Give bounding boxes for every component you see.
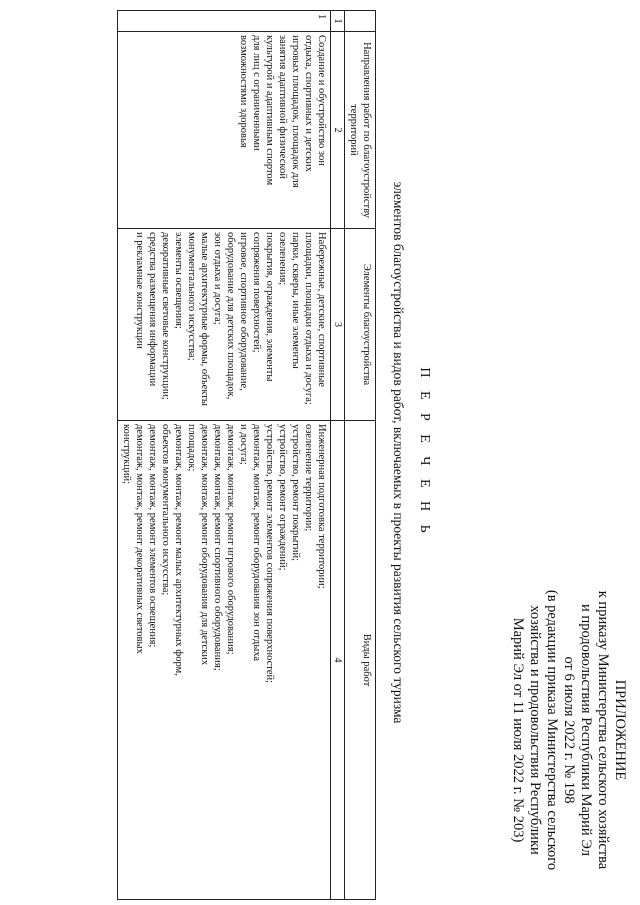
cell-line: демонтаж, монтаж, ремонт игрового оборудования; <box>225 424 236 655</box>
cell-line: устройство, ремонт покрытий; <box>290 424 301 562</box>
cell-line: демонтаж, монтаж, ремонт малых архитектурных форм, <box>173 424 184 676</box>
works-cell <box>118 421 331 900</box>
cell-line: и досуга; <box>238 424 249 465</box>
works-table <box>117 10 376 900</box>
cell-line: культурой и адаптивным спортом <box>264 35 275 186</box>
cell-line: отдыха, спортивных и детских <box>303 35 314 172</box>
cell-line: Инженерная подготовка территории; <box>316 424 327 589</box>
table-row <box>118 11 331 900</box>
cell-line: озеленения; <box>277 232 288 286</box>
appendix-line: хозяйства и продовольствия Республики <box>527 605 543 855</box>
cell-line: элементы освещения; <box>173 232 184 329</box>
column-number: 2 <box>331 32 345 229</box>
cell-line: парки, скверы, иные элементы <box>290 232 301 369</box>
cell-line: декоративные световые конструкции; <box>160 232 171 400</box>
cell-line: и рекламные конструкции <box>134 232 145 349</box>
appendix-line: и продовольствия Республики Марий Эл <box>578 604 594 856</box>
row-number: 1 <box>118 11 331 32</box>
header-cell-works: Виды работ <box>345 421 376 900</box>
list-title: П Е Р Е Ч Е Н Ь <box>417 367 432 538</box>
cell-line: игровое, спортивное оборудование, <box>238 232 249 391</box>
header-cell-num <box>345 11 376 32</box>
appendix-line: от 6 июля 2022 г. № 198 <box>561 656 577 804</box>
header-cell-elements: Элементы благоустройства <box>345 229 376 421</box>
header-cell-direction: Направления работ по благоустройству территорий <box>345 32 376 229</box>
cell-line: сопряжения поверхностей; <box>251 232 262 353</box>
column-number-row <box>331 11 345 900</box>
column-number: 1 <box>331 11 345 32</box>
cell-line: устройство, ремонт ограждений; <box>277 424 288 571</box>
cell-line: средства размещения информации <box>147 232 158 387</box>
cell-line: площадок; <box>186 424 197 472</box>
cell-line: Создание и обустройство зон <box>316 35 327 166</box>
cell-line: игровых площадок, площадок для <box>290 35 301 188</box>
cell-line: демонтаж, монтаж, ремонт декоративных световых <box>134 424 145 654</box>
column-number: 3 <box>331 229 345 421</box>
cell-line: для лиц с ограниченными <box>251 35 262 151</box>
cell-line: демонтаж, монтаж, ремонт спортивного оборудования; <box>212 424 223 671</box>
cell-line: озеленение территории; <box>303 424 314 532</box>
cell-line: площадки, площадки отдыха и досуга; <box>303 232 314 405</box>
cell-line: демонтаж, монтаж, ремонт оборудования для детских <box>199 424 210 666</box>
cell-line: конструкций; <box>121 424 132 485</box>
list-subtitle: элементов благоустройства и видов работ, включаемых в проекты развития сельского туризма <box>391 181 406 724</box>
cell-line: малые архитектурные формы, объекты <box>199 232 210 406</box>
cell-line: устройство, ремонт элементов сопряжения поверхностей; <box>264 424 275 684</box>
appendix-line: Марий Эл от 11 июля 2022 г. № 203) <box>510 617 526 843</box>
direction-cell <box>118 32 331 229</box>
cell-line: возможностями здоровья <box>238 35 249 148</box>
cell-line: оборудование для детских площадок, <box>225 232 236 400</box>
appendix-line: к приказу Министерства сельского хозяйства <box>595 590 611 870</box>
appendix-line: (в редакции приказа Министерства сельского <box>544 589 560 871</box>
cell-line: занятия адаптивной физической <box>277 35 288 179</box>
elements-cell <box>118 229 331 421</box>
appendix-block <box>509 580 628 880</box>
cell-line: Набережные, детские, спортивные <box>316 232 327 388</box>
cell-line: покрытия, ограждения, элементы <box>264 232 275 382</box>
cell-line: демонтаж, монтаж, ремонт оборудования зон отдыха <box>251 424 262 662</box>
cell-line: монументального искусства; <box>186 232 197 361</box>
cell-line: зон отдыха и досуга; <box>212 232 223 325</box>
column-number: 4 <box>331 421 345 900</box>
cell-line: демонтаж, монтаж, ремонт элементов освещения; <box>147 424 158 648</box>
appendix-title: ПРИЛОЖЕНИЕ <box>612 679 628 781</box>
table-header-row <box>345 11 376 900</box>
cell-line: объектов монументального искусства; <box>160 424 171 596</box>
